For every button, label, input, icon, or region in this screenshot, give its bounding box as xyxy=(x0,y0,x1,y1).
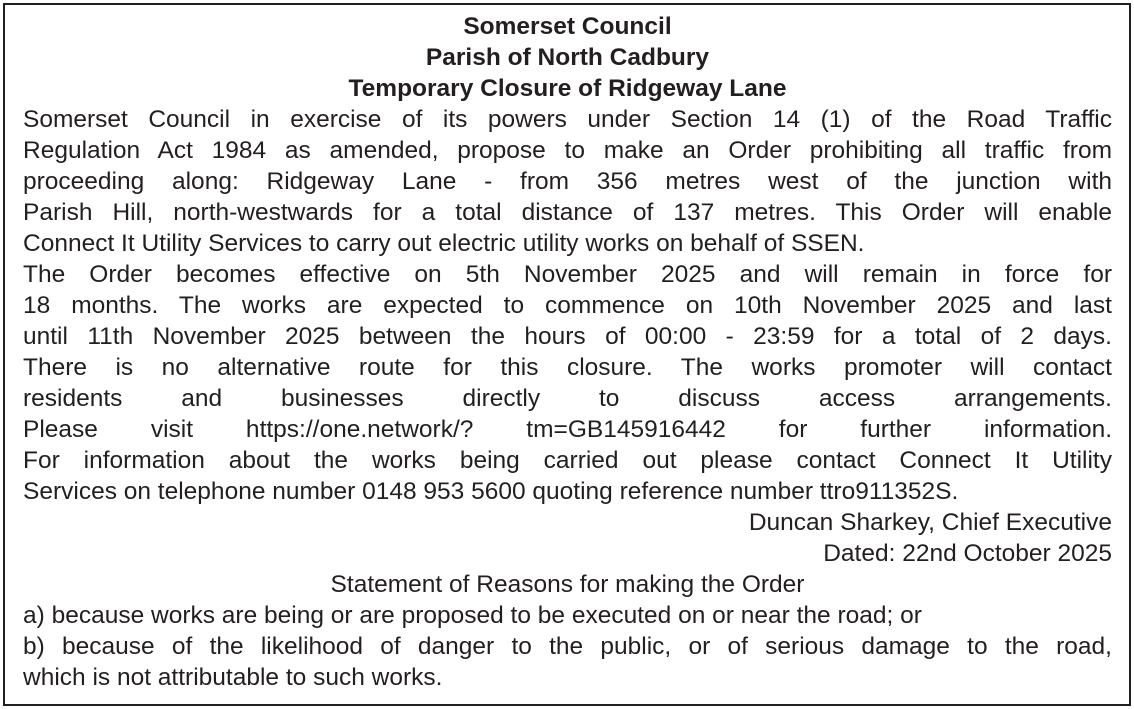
reason-line: b) because of the likelihood of danger to the public, or of serious damage to the road, xyxy=(23,633,1112,660)
notice-heading-council: Somerset Council xyxy=(463,13,672,40)
effective-paragraph-line: Please visit https://one.network/? tm=GB145916442 for further information. xyxy=(23,416,1112,443)
effective-paragraph-line: For information about the works being carried out please contact Connect It Utility xyxy=(23,447,1112,474)
order-paragraph xyxy=(23,104,1112,259)
effective-paragraph-line: There is no alternative route for this closure. The works promoter will contact xyxy=(23,354,1112,381)
order-paragraph-line: Connect It Utility Services to carry out electric utility works on behalf of SSEN. xyxy=(23,230,865,257)
order-paragraph-line: Parish Hill, north-westwards for a total distance of 137 metres. This Order will enable xyxy=(23,199,1112,226)
effective-paragraph-line: until 11th November 2025 between the hours of 00:00 - 23:59 for a total of 2 days. xyxy=(23,323,1112,350)
order-paragraph-line: proceeding along: Ridgeway Lane - from 356 metres west of the junction with xyxy=(23,168,1112,195)
order-paragraph-line: Regulation Act 1984 as amended, propose to make an Order prohibiting all traffic from xyxy=(23,137,1112,164)
notice-heading-closure: Temporary Closure of Ridgeway Lane xyxy=(348,75,787,102)
order-paragraph-line: Somerset Council in exercise of its powers under Section 14 (1) of the Road Traffic xyxy=(23,106,1112,133)
effective-paragraph xyxy=(23,259,1112,507)
public-notice xyxy=(3,3,1131,706)
notice-heading-parish: Parish of North Cadbury xyxy=(425,44,710,71)
reasons-list xyxy=(23,600,1112,693)
dated-line: Dated: 22nd October 2025 xyxy=(823,540,1112,567)
effective-paragraph-line: residents and businesses directly to discuss access arrangements. xyxy=(23,385,1112,412)
effective-paragraph-line: 18 months. The works are expected to commence on 10th November 2025 and last xyxy=(23,292,1112,319)
reasons-title: Statement of Reasons for making the Order xyxy=(330,571,805,598)
signatory-name: Duncan Sharkey, Chief Executive xyxy=(748,509,1112,536)
effective-paragraph-line: Services on telephone number 0148 953 5600 quoting reference number ttro911352S. xyxy=(23,478,959,505)
effective-paragraph-line: The Order becomes effective on 5th November 2025 and will remain in force for xyxy=(23,261,1112,288)
reason-line: which is not attributable to such works. xyxy=(23,664,443,691)
reason-line: a) because works are being or are proposed to be executed on or near the road; or xyxy=(23,602,922,629)
